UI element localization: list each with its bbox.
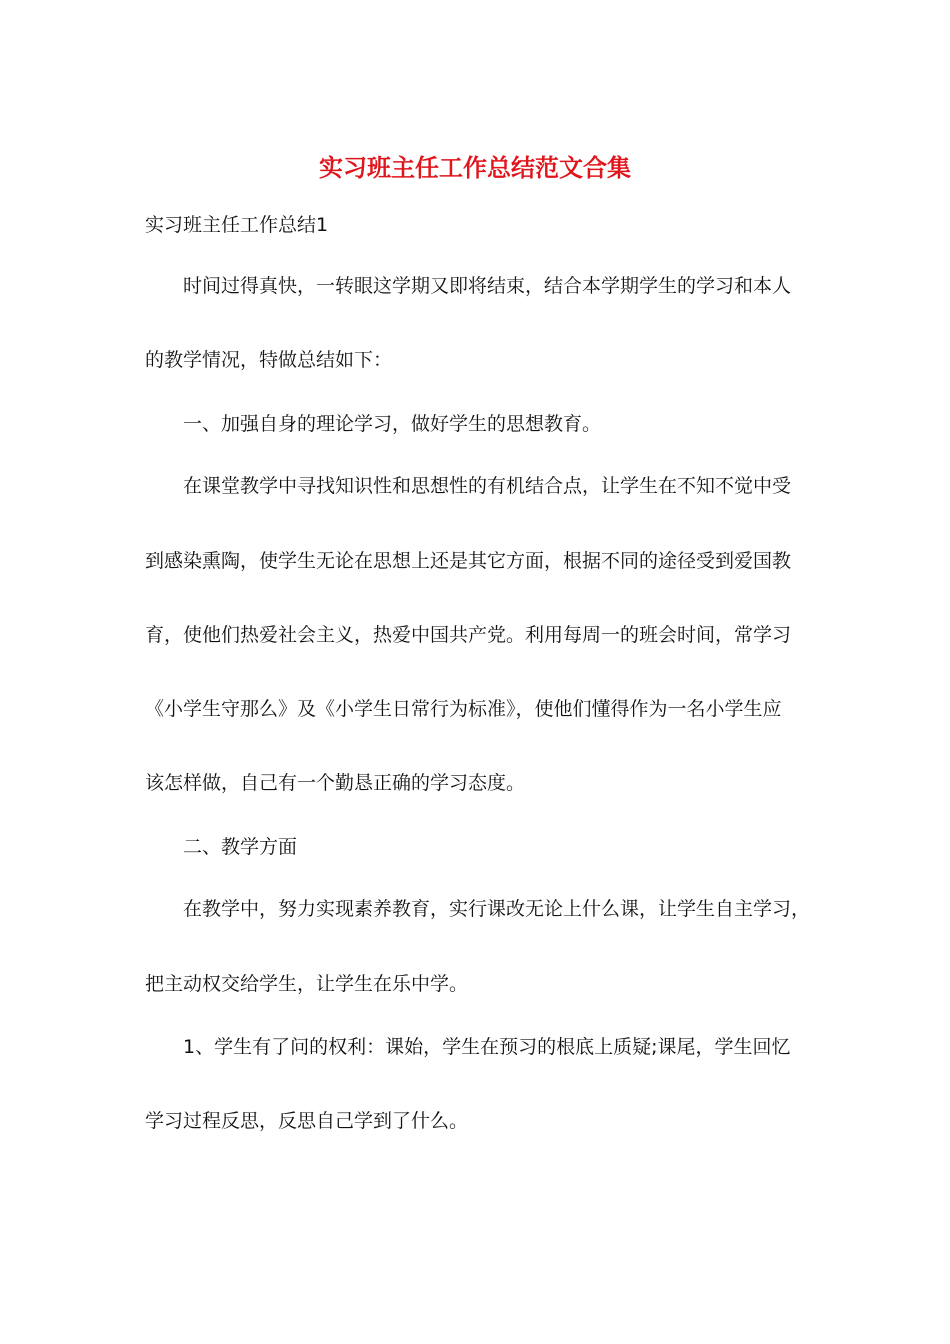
section-heading: 实习班主任工作总结1 [145, 214, 329, 236]
paragraph-line: 该怎样做，自己有一个勤恳正确的学习态度。 [145, 772, 526, 794]
paragraph-line: 的教学情况，特做总结如下： [145, 349, 393, 371]
paragraph-line: 在教学中，努力实现素养教育，实行课改无论上什么课，让学生自主学习， [183, 898, 811, 920]
paragraph-line: 在课堂教学中寻找知识性和思想性的有机结合点，让学生在不知不觉中受 [183, 475, 792, 497]
paragraph-line: 1、学生有了问的权利：课始，学生在预习的根底上质疑;课尾，学生回忆 [183, 1036, 791, 1058]
document-title: 实习班主任工作总结范文合集 [319, 153, 631, 182]
paragraph-line: 学习过程反思，反思自己学到了什么。 [145, 1110, 469, 1132]
subheading-line: 一、加强自身的理论学习，做好学生的思想教育。 [183, 413, 602, 435]
subheading-line: 二、教学方面 [183, 836, 298, 858]
paragraph-line: 把主动权交给学生，让学生在乐中学。 [145, 973, 469, 995]
paragraph-line: 时间过得真快，一转眼这学期又即将结束，结合本学期学生的学习和本人 [183, 275, 792, 297]
paragraph-line: 《小学生守那么》及《小学生日常行为标准》，使他们懂得作为一名小学生应 [145, 698, 782, 720]
paragraph-line: 到感染熏陶，使学生无论在思想上还是其它方面，根据不同的途径受到爱国教 [145, 550, 792, 572]
paragraph-line: 育，使他们热爱社会主义，热爱中国共产党。利用每周一的班会时间，常学习 [145, 624, 792, 646]
